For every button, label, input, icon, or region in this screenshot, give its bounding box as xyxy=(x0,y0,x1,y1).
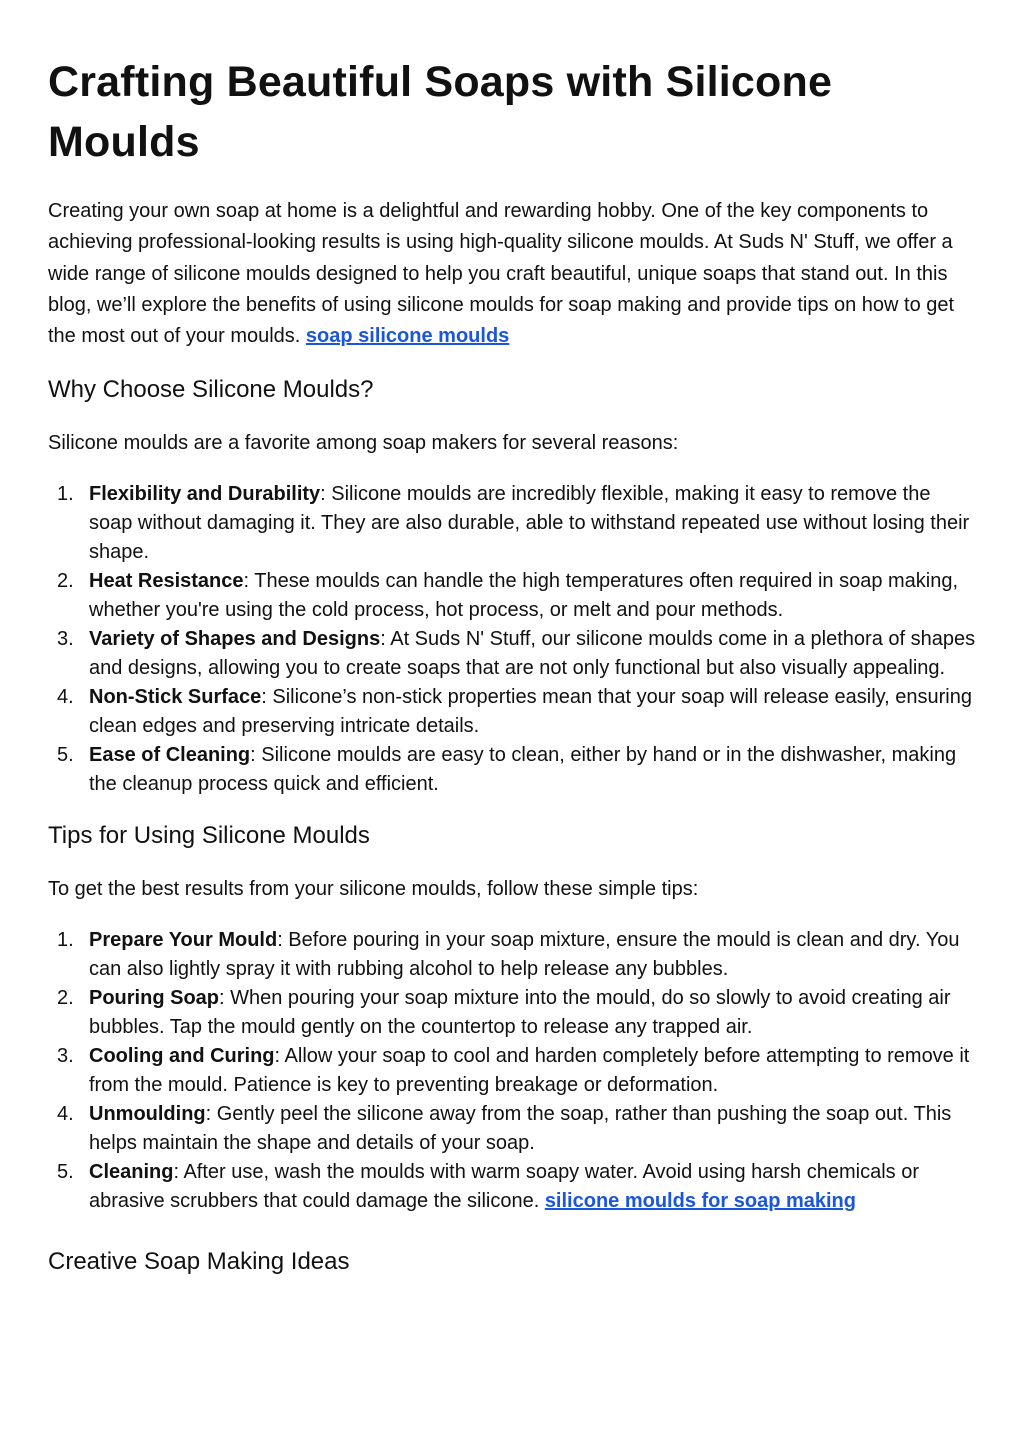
why-list-item xyxy=(48,741,978,799)
list-text: : At Suds N' Stuff, our silicone moulds come in a plethora of shapes and designs, allowing you to create soaps that are not only functional but also visually appealing. xyxy=(89,628,976,679)
list-number: 5. xyxy=(57,1160,74,1183)
list-number: 2. xyxy=(57,987,74,1010)
list-text: : Before pouring in your soap mixture, ensure the mould is clean and dry. You can also lightly spray it with rubbing alcohol to help release any bubbles. xyxy=(89,929,960,981)
list-term: Flexibility and Durability xyxy=(89,483,321,506)
list-text: : Silicone moulds are incredibly flexible, making it easy to remove the soap without damaging it. They are also durable, able to withstand repeated use without losing their shape. xyxy=(89,483,970,564)
page-title: Crafting Beautiful Soaps with Silicone Moulds xyxy=(48,58,833,166)
list-term: Cooling and Curing xyxy=(89,1045,275,1068)
list-text: : Gently peel the silicone away from the soap, rather than pushing the soap out. This helps maintain the shape and details of your soap. xyxy=(89,1102,952,1154)
creative-heading: Creative Soap Making Ideas xyxy=(48,1247,350,1275)
tips-list-item xyxy=(48,1158,978,1216)
tips-lead: To get the best results from your silicone moulds, follow these simple tips: xyxy=(48,878,699,901)
why-list xyxy=(48,480,978,798)
why-lead: Silicone moulds are a favorite among soap makers for several reasons: xyxy=(48,432,679,455)
tips-list xyxy=(48,926,978,1215)
list-term: Cleaning xyxy=(89,1160,174,1183)
list-number: 5. xyxy=(57,743,74,766)
list-number: 1. xyxy=(57,483,74,506)
why-heading: Why Choose Silicone Moulds? xyxy=(48,376,374,404)
tips-list-item xyxy=(48,1042,978,1100)
list-term: Non-Stick Surface xyxy=(89,685,262,708)
list-term: Pouring Soap xyxy=(89,987,219,1010)
list-term: Prepare Your Mould xyxy=(89,929,278,952)
list-number: 1. xyxy=(57,929,74,952)
intro-text: Creating your own soap at home is a delightful and rewarding hobby. One of the key components to achieving professional-looking results is using high-quality silicone moulds. At Suds N' Stuff, we offer a wide range of silicone moulds designed to help you craft beautiful, unique soaps that stand out. In this blog, we’ll explore the benefits of using silicone moulds for soap making and provide tips on how to get the most out of your moulds. xyxy=(48,200,955,348)
list-number: 2. xyxy=(57,570,74,593)
why-list-item xyxy=(48,683,978,741)
list-text: : Silicone’s non-stick properties mean that your soap will release easily, ensuring clean edges and preserving intricate details. xyxy=(89,685,972,737)
list-number: 4. xyxy=(57,685,74,708)
silicone-moulds-for-soap-making-link[interactable]: silicone moulds for soap making xyxy=(544,1189,856,1212)
tips-list-item xyxy=(48,926,978,984)
list-number: 3. xyxy=(57,628,74,651)
list-text: : Silicone moulds are easy to clean, either by hand or in the dishwasher, making the cleanup process quick and efficient. xyxy=(89,743,957,795)
list-term: Variety of Shapes and Designs xyxy=(89,628,381,651)
list-term: Heat Resistance xyxy=(89,570,244,593)
list-number: 3. xyxy=(57,1045,74,1068)
why-list-item xyxy=(48,625,978,683)
tips-heading: Tips for Using Silicone Moulds xyxy=(48,822,370,850)
list-text: : When pouring your soap mixture into the mould, do so slowly to avoid creating air bubbles. Tap the mould gently on the countertop to release any trapped air. xyxy=(89,987,951,1039)
list-number: 4. xyxy=(57,1102,74,1125)
soap-silicone-moulds-link[interactable]: soap silicone moulds xyxy=(305,325,510,348)
why-list-item xyxy=(48,567,978,625)
tips-list-item xyxy=(48,1100,978,1158)
list-text: : Allow your soap to cool and harden completely before attempting to remove it from the mould. Patience is key to preventing breakage or deformation. xyxy=(89,1045,970,1096)
list-term: Unmoulding xyxy=(89,1102,206,1125)
why-list-item xyxy=(48,480,978,567)
list-text: : After use, wash the moulds with warm soapy water. Avoid using harsh chemicals or abrasive scrubbers that could damage the silicone. xyxy=(89,1160,919,1212)
list-term: Ease of Cleaning xyxy=(89,743,251,766)
list-text: : These moulds can handle the high temperatures often required in soap making, whether you're using the cold process, hot process, or melt and pour methods. xyxy=(89,570,959,622)
tips-list-item xyxy=(48,984,978,1042)
intro-paragraph xyxy=(48,196,978,352)
